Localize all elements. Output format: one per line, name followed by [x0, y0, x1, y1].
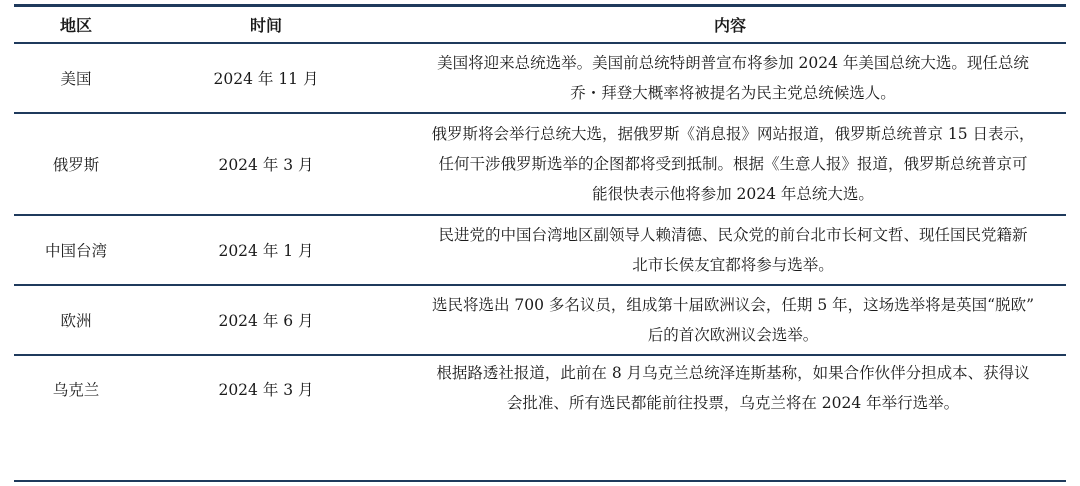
- header-region: 地区: [59, 16, 92, 35]
- row-content-line: 俄罗斯将会举行总统大选，据俄罗斯《消息报》网站报道，俄罗斯总统普京 15 日表示，: [431, 125, 1035, 143]
- row-region: 欧洲: [60, 312, 92, 330]
- row-content-line: 选民将选出 700 多名议员，组成第十届欧洲议会，任期 5 年，这场选举将是英国“脱欧”: [431, 296, 1034, 314]
- election-table: [14, 0, 1066, 466]
- header-content: 内容: [713, 16, 746, 35]
- row-content: [394, 356, 1066, 420]
- table-header-row: [14, 7, 1066, 44]
- row-time: 2024 年 11 月: [213, 70, 319, 88]
- table-row: [14, 286, 1066, 356]
- table-bottom-rule: [14, 480, 1066, 482]
- row-content: [394, 46, 1066, 110]
- row-region: 中国台湾: [44, 242, 107, 260]
- row-time: 2024 年 3 月: [218, 156, 314, 174]
- row-content-line: 美国将迎来总统选举。美国前总统特朗普宣布将参加 2024 年美国总统大选。现任总统: [437, 54, 1029, 72]
- row-content-line: 乔・拜登大概率将被提名为民主党总统候选人。: [570, 84, 896, 102]
- row-time: 2024 年 6 月: [218, 312, 314, 330]
- row-region: 乌克兰: [52, 381, 100, 399]
- row-content-line: 根据路透社报道，此前在 8 月乌克兰总统泽连斯基称，如果合作伙伴分担成本、获得议: [436, 364, 1030, 382]
- header-time: 时间: [249, 16, 282, 35]
- row-content-line: 北市长侯友宜都将参与选举。: [632, 256, 834, 274]
- table-row: [14, 114, 1066, 216]
- row-content: [394, 117, 1066, 211]
- row-content: [394, 218, 1066, 282]
- table-row: [14, 356, 1066, 466]
- row-content-line: 能很快表示他将参加 2024 年总统大选。: [592, 185, 874, 203]
- row-content-line: 民进党的中国台湾地区副领导人赖清德、民众党的前台北市长柯文哲、现任国民党籍新: [438, 226, 1028, 244]
- row-content-line: 任何干涉俄罗斯选举的企图都将受到抵制。根据《生意人报》报道，俄罗斯总统普京可: [438, 155, 1028, 173]
- row-time: 2024 年 3 月: [218, 381, 314, 399]
- row-time: 2024 年 1 月: [218, 242, 314, 260]
- row-content: [394, 288, 1066, 352]
- row-content-line: 会批准、所有选民都能前往投票，乌克兰将在 2024 年举行选举。: [506, 394, 960, 412]
- table-row: [14, 216, 1066, 286]
- row-region: 俄罗斯: [52, 156, 100, 174]
- row-region: 美国: [60, 70, 92, 88]
- table-row: [14, 44, 1066, 114]
- row-content-line: 后的首次欧洲议会选举。: [647, 326, 819, 344]
